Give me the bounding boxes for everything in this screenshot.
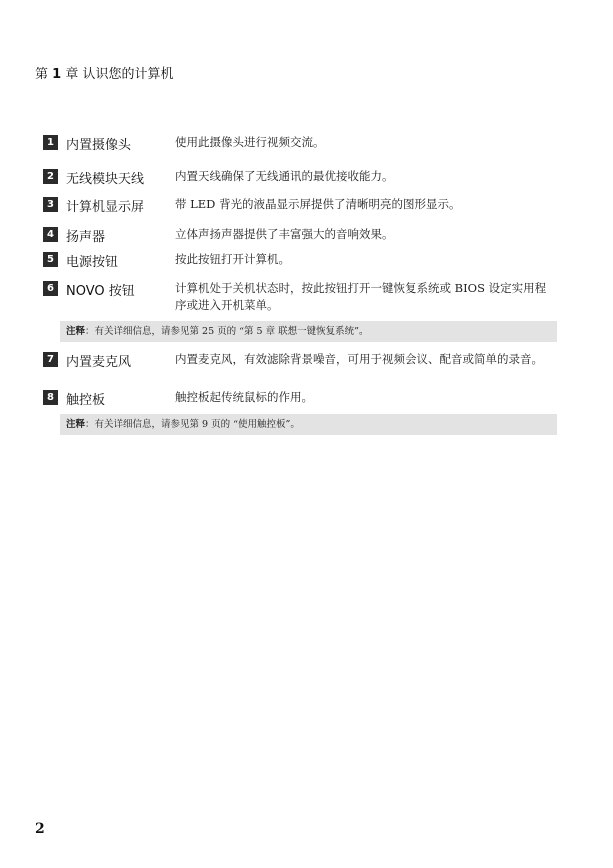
chapter-number: 1 — [52, 67, 62, 82]
item-description: 内置天线确保了无线通讯的最优接收能力。 — [175, 169, 394, 183]
item-label: 内置麦克风 — [66, 355, 132, 370]
item-number-badge: 8 — [43, 390, 58, 405]
item-label: 扬声器 — [66, 230, 106, 245]
chapter-prefix: 第 — [35, 67, 49, 82]
item-number-badge: 6 — [43, 281, 58, 296]
item-description: 按此按钮打开计算机。 — [175, 252, 290, 266]
chapter-title: 章 认识您的计算机 — [65, 67, 174, 82]
item-number-badge: 1 — [43, 135, 58, 150]
item-description: 带 LED 背光的液晶显示屏提供了清晰明亮的图形显示。 — [175, 197, 461, 211]
item-label: 计算机显示屏 — [66, 200, 145, 215]
item-label: 电源按钮 — [66, 255, 119, 270]
item-number-badge: 2 — [43, 169, 58, 184]
page-number: 2 — [35, 821, 45, 837]
note-box — [60, 414, 557, 435]
item-number-badge: 4 — [43, 227, 58, 242]
item-description: 触控板起传统鼠标的作用。 — [175, 390, 313, 404]
item-number-badge: 3 — [43, 197, 58, 212]
item-description: 立体声扬声器提供了丰富强大的音响效果。 — [175, 227, 394, 241]
item-description: 使用此摄像头进行视频交流。 — [175, 135, 325, 149]
item-label: 无线模块天线 — [66, 172, 145, 187]
item-description: 内置麦克风，有效滤除背景噪音，可用于视频会议、配音或简单的录音。 — [175, 352, 543, 366]
note-label: 注释 — [66, 326, 86, 337]
item-label: NOVO 按钮 — [66, 284, 135, 299]
note-text: ：有关详细信息，请参见第 25 页的 “第 5 章 联想一键恢复系统”。 — [85, 326, 369, 337]
item-description: 计算机处于关机状态时，按此按钮打开一键恢复系统或 BIOS 设定实用程序或进入开机菜单。 — [175, 281, 547, 312]
note-box — [60, 321, 557, 342]
chapter-heading — [35, 63, 173, 82]
note-text: ：有关详细信息，请参见第 9 页的 “使用触控板”。 — [85, 419, 300, 430]
item-label: 内置摄像头 — [66, 138, 132, 153]
item-number-badge: 7 — [43, 352, 58, 367]
item-label: 触控板 — [66, 393, 106, 408]
note-label: 注释 — [66, 419, 86, 430]
item-number-badge: 5 — [43, 252, 58, 267]
